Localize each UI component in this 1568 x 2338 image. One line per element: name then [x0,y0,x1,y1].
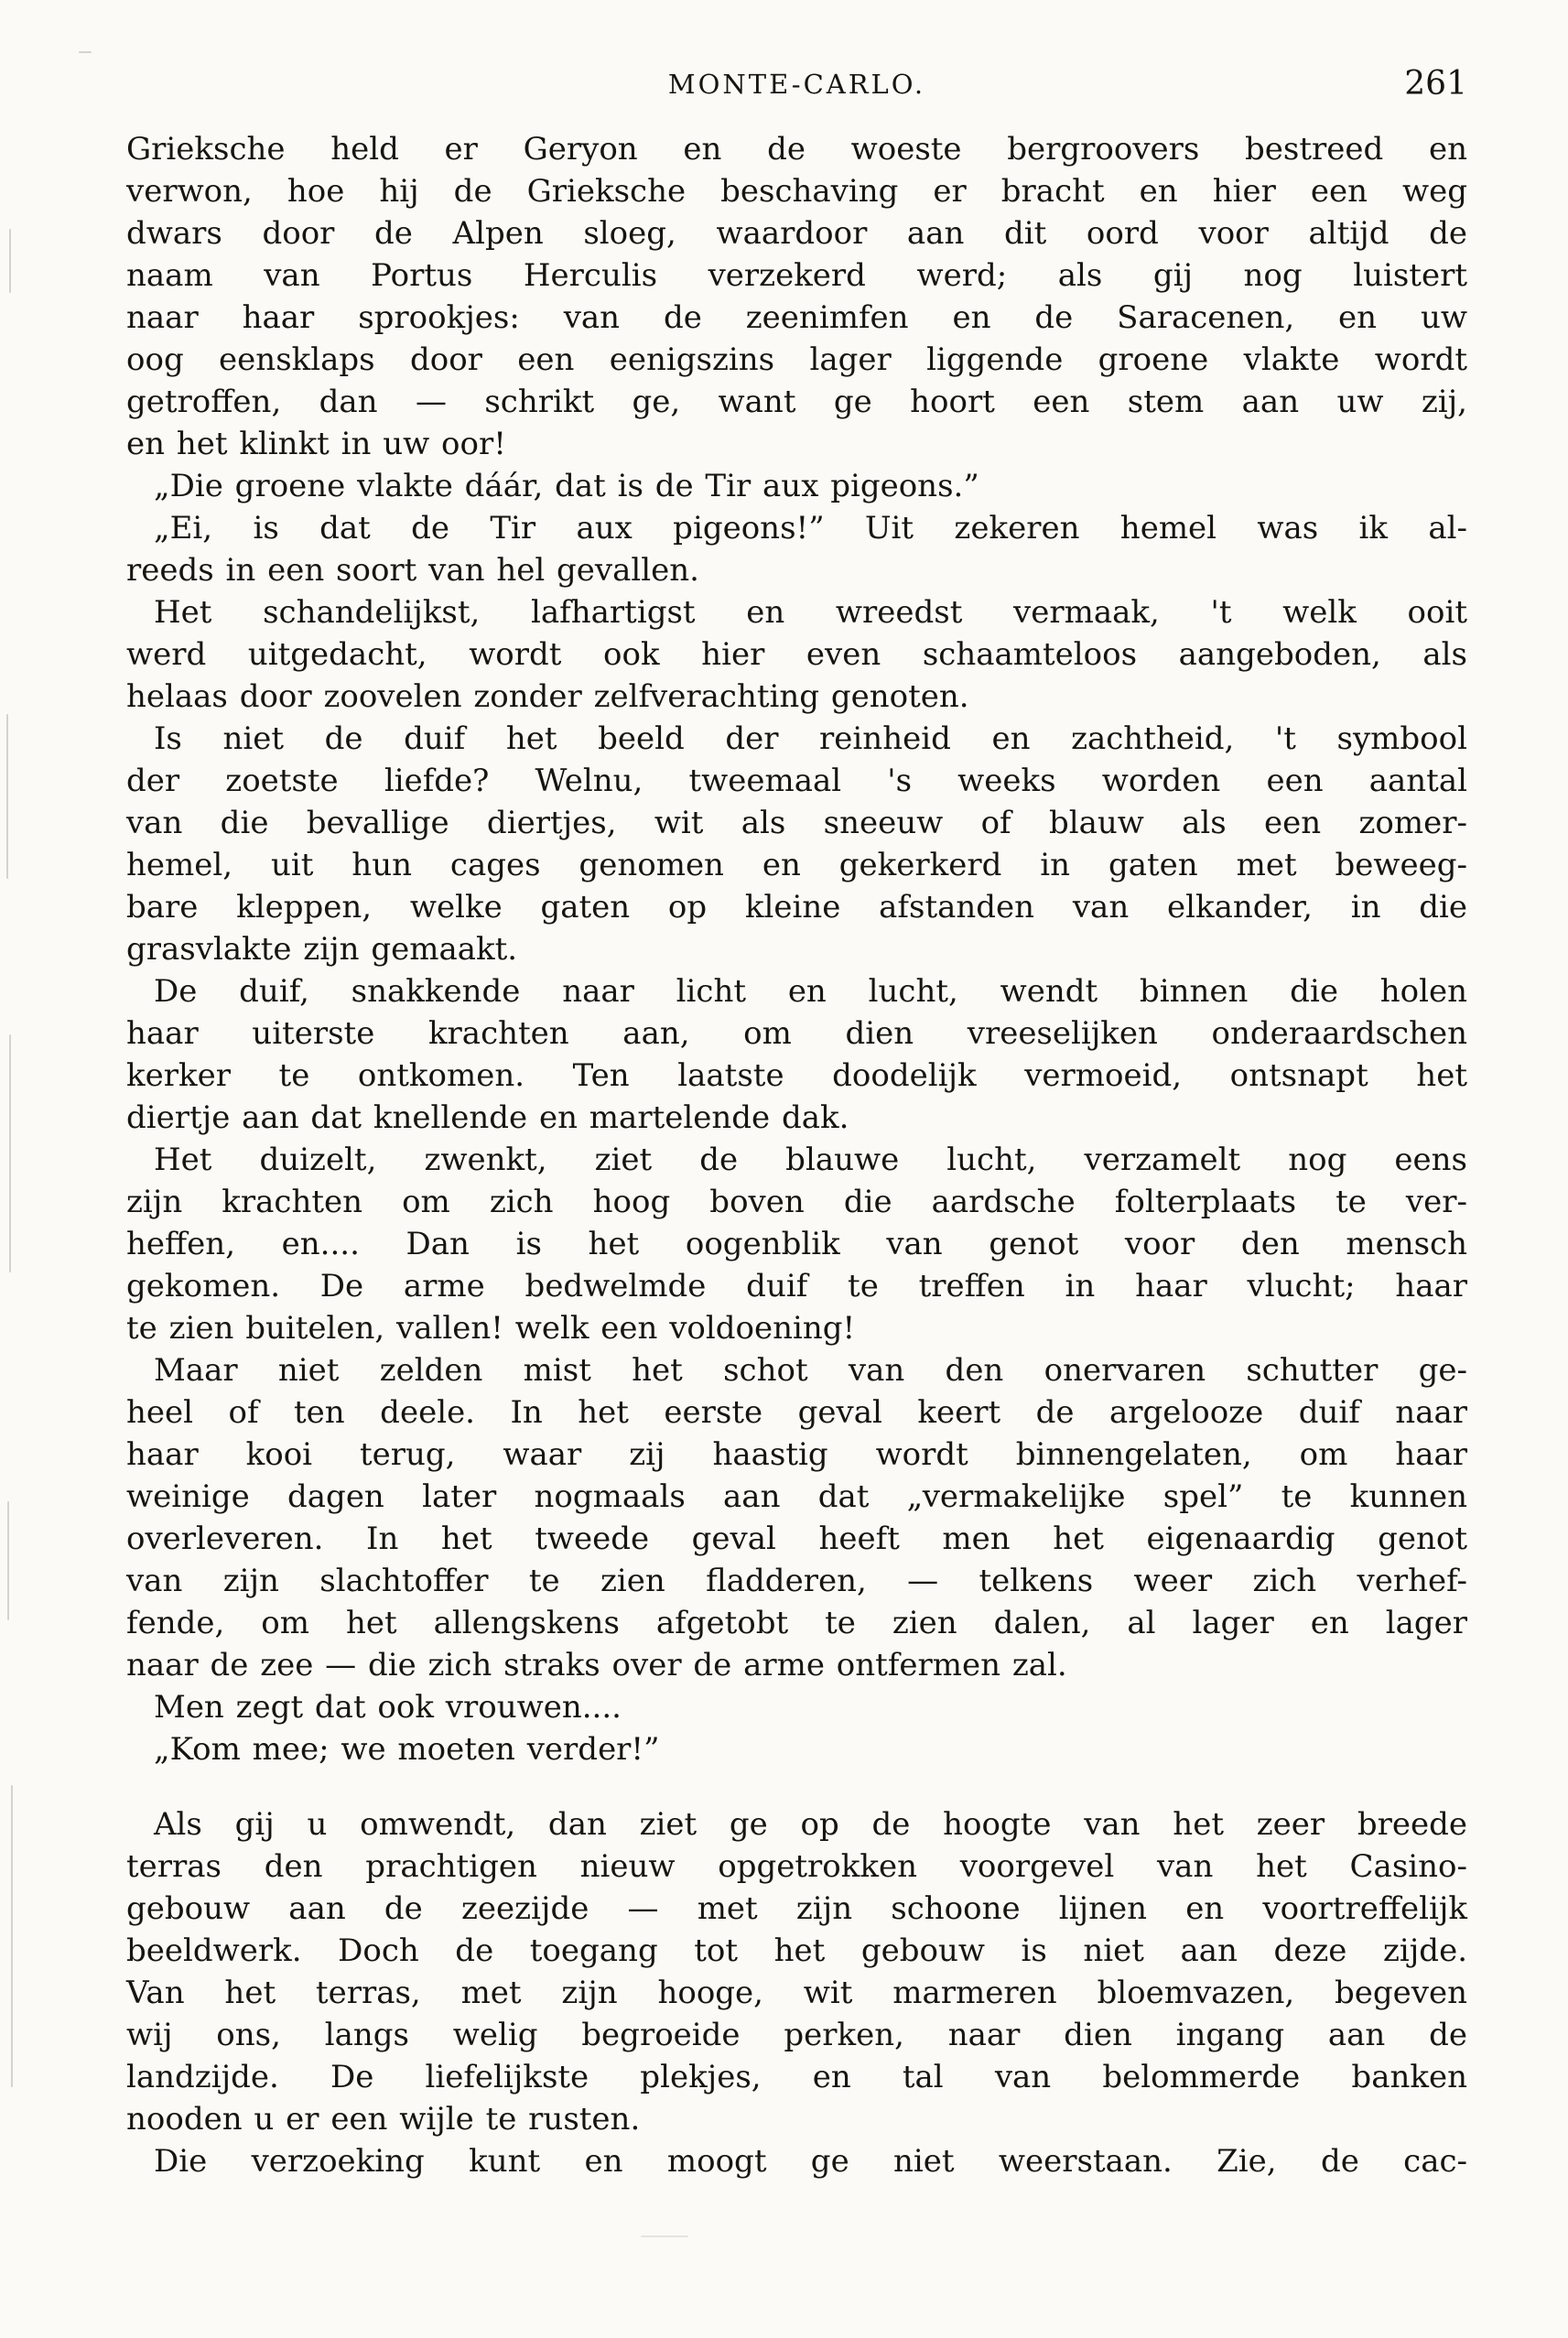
text-line: terras den prachtigen nieuw opgetrokken voorgevel van het Casino- [126,1848,1467,1885]
text-line: heel of ten deele. In het eerste geval keert de argelooze duif naar [126,1394,1467,1431]
text-line: dwars door de Alpen sloeg, waardoor aan dit oord voor altijd de [126,215,1467,252]
text-line: Maar niet zelden mist het schot van den onervaren schutter ge- [154,1352,1467,1389]
text-line: te zien buitelen, vallen! welk een voldoening! [126,1310,856,1347]
text-line: nooden u er een wijle te rusten. [126,2101,641,2138]
paragraph [126,1139,1467,1349]
paragraph [126,1349,1467,1686]
text-line: weinige dagen later nogmaals aan dat „vermakelijke spel” te kunnen [126,1478,1467,1515]
text-line: werd uitgedacht, wordt ook hier even schaamteloos aangeboden, als [126,636,1467,673]
text-line: Die verzoeking kunt en moogt ge niet weerstaan. Zie, de cac- [154,2143,1467,2180]
text-line: Men zegt dat ook vrouwen.... [154,1689,622,1726]
text-line: bare kleppen, welke gaten op kleine afstanden van elkander, in die [126,889,1467,925]
scan-artifact [9,229,11,293]
paragraph [126,128,1467,465]
paragraph [126,1803,1467,2140]
paragraph [126,1728,1467,1770]
scan-artifact [641,2235,688,2237]
text-line: „Die groene vlakte dáár, dat is de Tir aux pigeons.” [154,468,979,504]
text-line: kerker te ontkomen. Ten laatste doodelijk vermoeid, ontsnapt het [126,1057,1467,1094]
scan-artifact [79,51,92,53]
running-title: MONTE-CARLO. [667,69,926,100]
text-line: van die bevallige diertjes, wit als sneeuw of blauw als een zomer- [126,805,1467,841]
text-line: Grieksche held er Geryon en de woeste bergroovers bestreed en [126,131,1467,168]
scan-artifact [9,1034,11,1272]
text-line: getroffen, dan — schrikt ge, want ge hoort een stem aan uw zij, [126,384,1467,420]
scan-artifact [11,1785,13,2087]
paragraph [126,718,1467,970]
paragraph [126,465,1467,507]
text-line: overleveren. In het tweede geval heeft men het eigenaardig genot [126,1521,1467,1557]
text-line: der zoetste liefde? Welnu, tweemaal 's weeks worden een aantal [126,763,1467,799]
text-line: helaas door zoovelen zonder zelfverachting genoten. [126,678,969,715]
text-line: „Kom mee; we moeten verder!” [154,1731,660,1768]
text-line: naar haar sprookjes: van de zeenimfen en de Saracenen, en uw [126,299,1467,336]
scan-artifact [7,1501,9,1620]
text-line: Van het terras, met zijn hooge, wit marmeren bloemvazen, begeven [126,1975,1467,2011]
paragraph [126,2140,1467,2182]
text-line: beeldwerk. Doch de toegang tot het gebouw is niet aan deze zijde. [126,1932,1467,1969]
text-line: diertje aan dat knellende en martelende dak. [126,1099,849,1136]
text-line: Het duizelt, zwenkt, ziet de blauwe lucht, verzamelt nog eens [154,1142,1467,1178]
text-line: oog eensklaps door een eenigszins lager liggende groene vlakte wordt [126,341,1467,378]
text-line: Het schandelijkst, lafhartigst en wreedst vermaak, 't welk ooit [154,594,1467,631]
scan-artifact [6,714,8,879]
text-line: naar de zee — die zich straks over de arme ontfermen zal. [126,1647,1067,1683]
text-line: „Ei, is dat de Tir aux pigeons!” Uit zekeren hemel was ik al- [154,510,1467,547]
text-line: verwon, hoe hij de Grieksche beschaving er bracht en hier een weg [126,173,1467,210]
text-line: naam van Portus Herculis verzekerd werd; als gij nog luistert [126,257,1467,294]
text-line: grasvlakte zijn gemaakt. [126,931,518,968]
text-line: haar uiterste krachten aan, om dien vreeselijken onderaardschen [126,1015,1467,1052]
text-line: De duif, snakkende naar licht en lucht, wendt binnen die holen [154,973,1467,1010]
text-line: en het klinkt in uw oor! [126,426,506,462]
text-line: heffen, en.... Dan is het oogenblik van genot voor den mensch [126,1226,1467,1262]
text-block [126,128,1467,2182]
text-line: zijn krachten om zich hoog boven die aardsche folterplaats te ver- [126,1184,1467,1220]
paragraph [126,1686,1467,1728]
text-line: Is niet de duif het beeld der reinheid en zachtheid, 't symbool [154,720,1467,757]
text-line: haar kooi terug, waar zij haastig wordt binnengelaten, om haar [126,1436,1467,1473]
paragraph [126,970,1467,1139]
text-line: gekomen. De arme bedwelmde duif te treffen in haar vlucht; haar [126,1268,1467,1304]
text-line: fende, om het allengskens afgetobt te zien dalen, al lager en lager [126,1605,1467,1641]
text-line: reeds in een soort van hel gevallen. [126,552,699,589]
page-header [126,0,1467,104]
text-line: wij ons, langs welig begroeide perken, naar dien ingang aan de [126,2017,1467,2053]
text-line: gebouw aan de zeezijde — met zijn schoone lijnen en voortreffelijk [126,1890,1467,1927]
text-line: Als gij u omwendt, dan ziet ge op de hoogte van het zeer breede [154,1806,1467,1843]
text-line: hemel, uit hun cages genomen en gekerkerd in gaten met beweeg- [126,847,1467,883]
text-line: landzijde. De liefelijkste plekjes, en tal van belommerde banken [126,2059,1467,2095]
text-line: van zijn slachtoffer te zien fladderen, — telkens weer zich verhef- [126,1563,1467,1599]
paragraph [126,591,1467,718]
page-number: 261 [1404,65,1467,103]
paragraph [126,507,1467,591]
